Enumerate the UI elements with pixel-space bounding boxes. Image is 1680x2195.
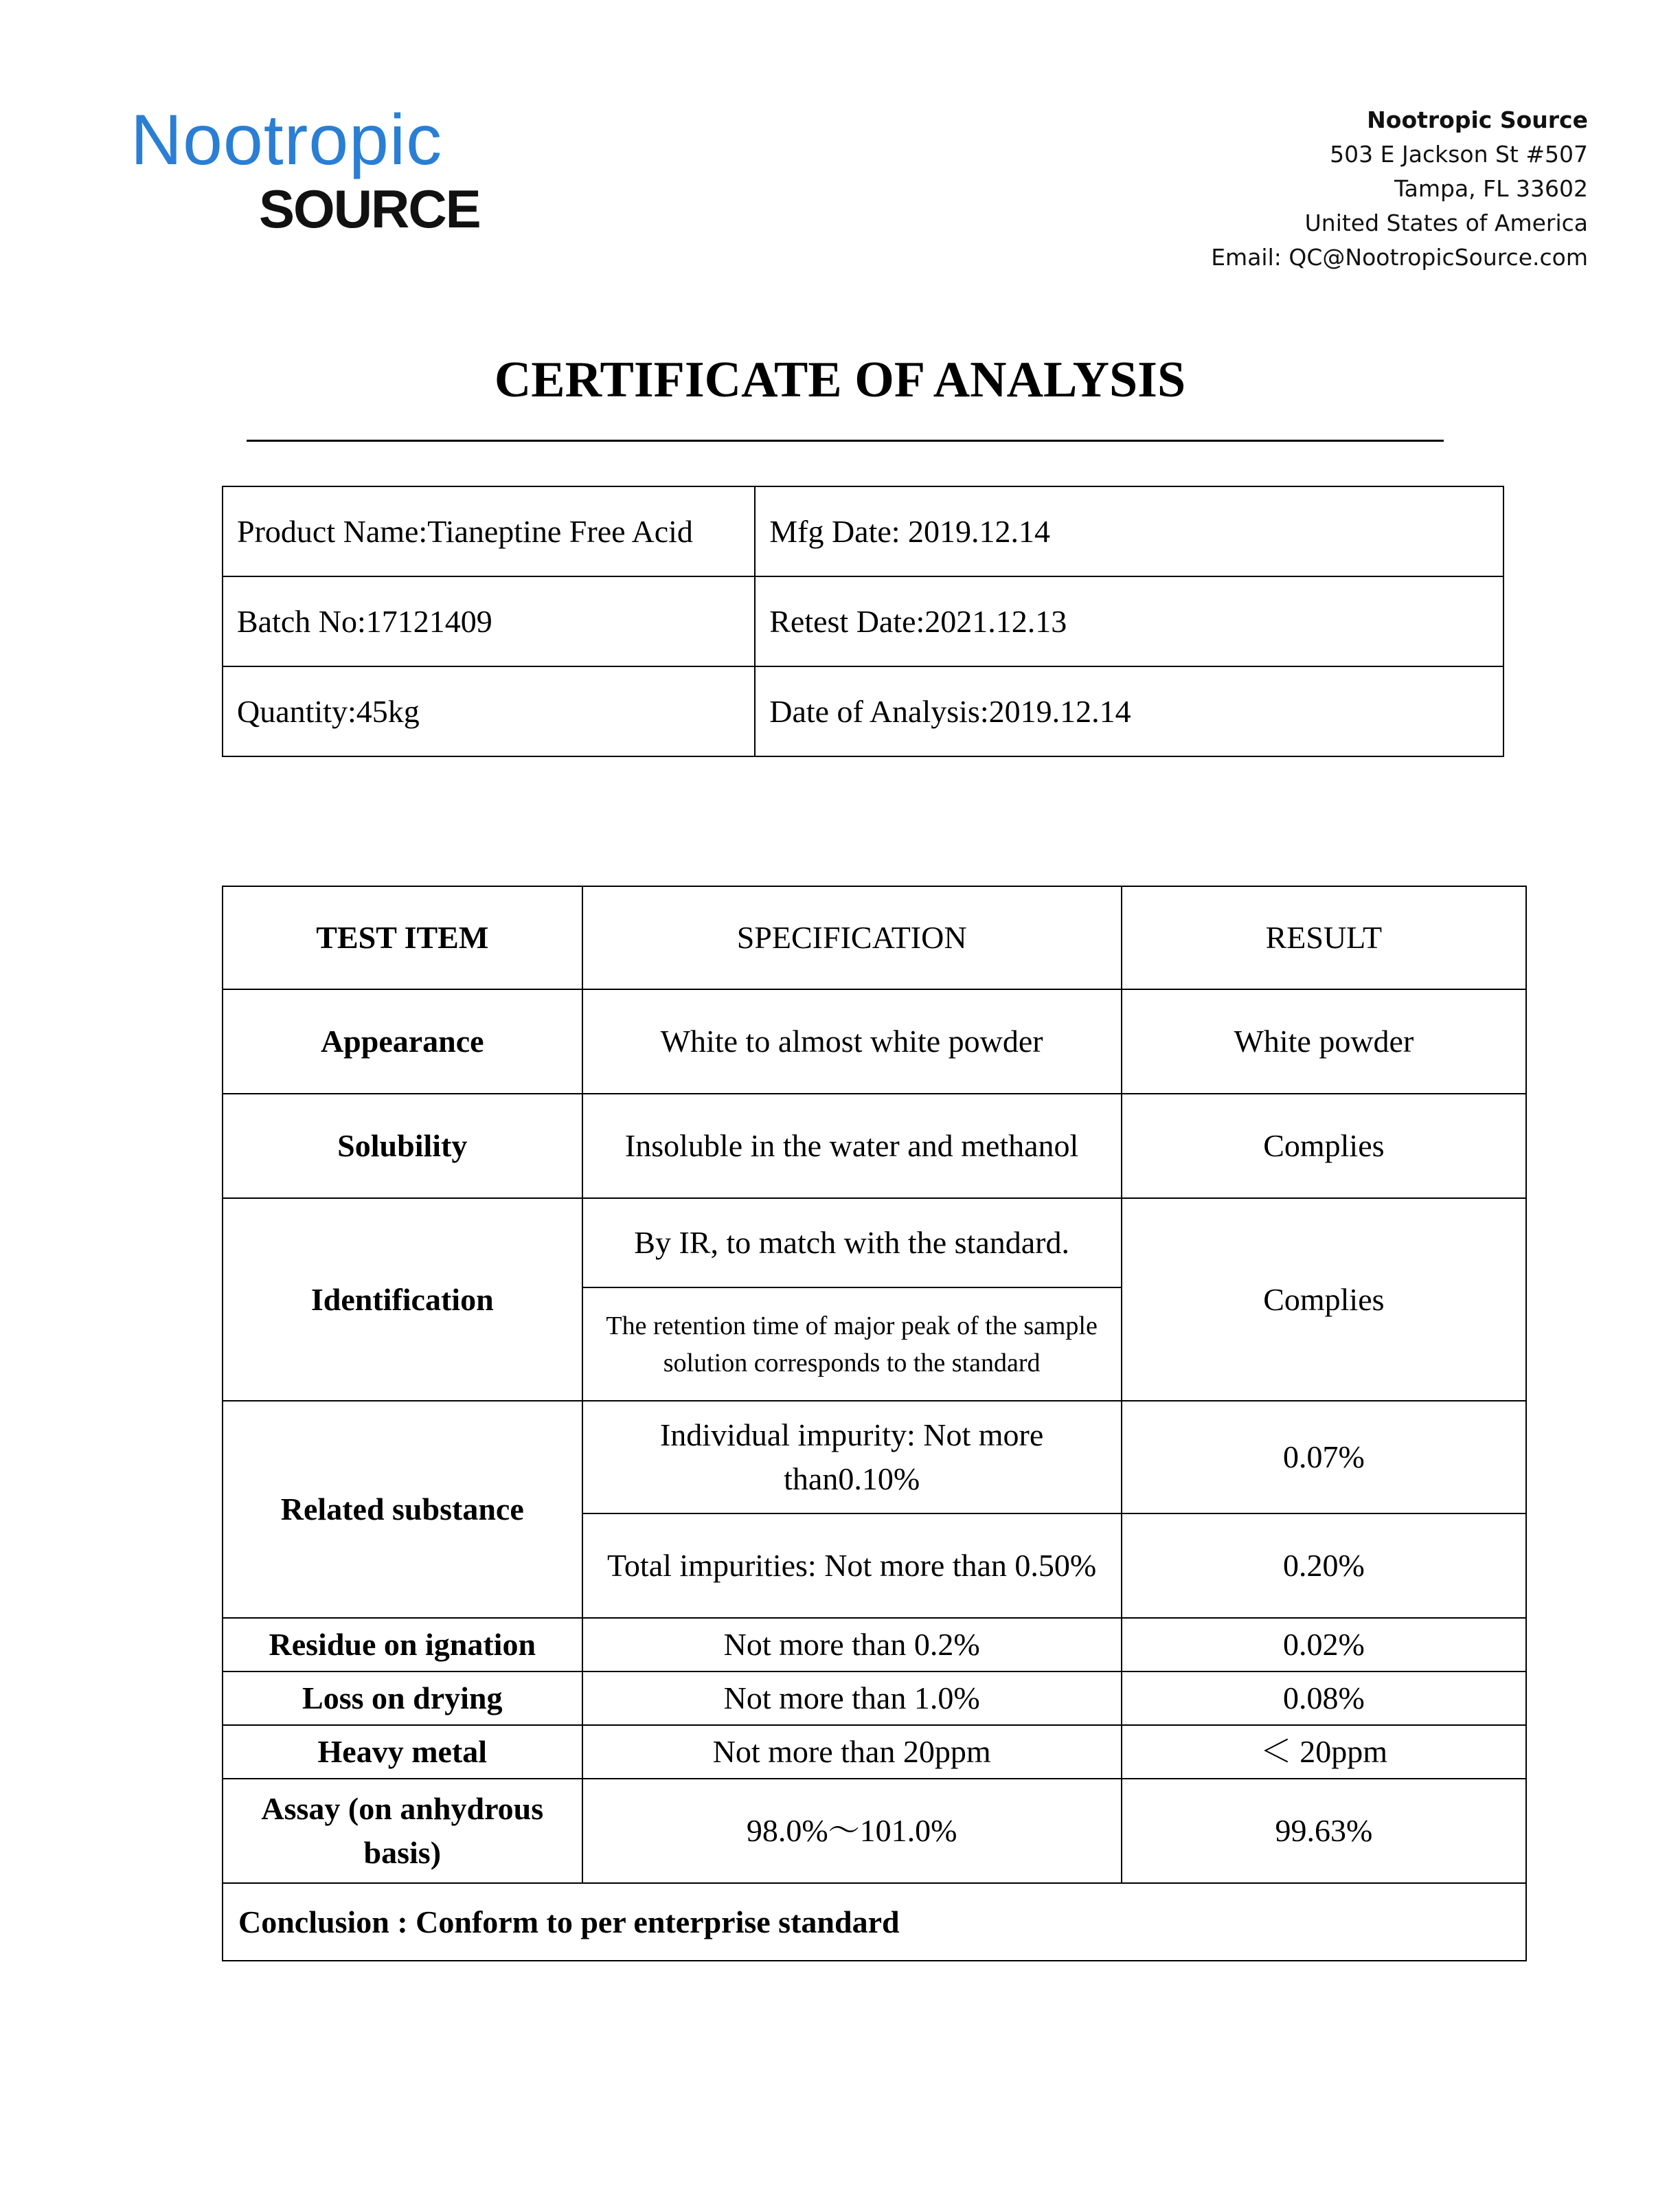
spec-loss-on-drying: Not more than 1.0%	[582, 1671, 1122, 1725]
spec-identification-ir: By IR, to match with the standard.	[582, 1198, 1122, 1287]
table-row	[223, 486, 1503, 576]
header-result: RESULT	[1122, 886, 1526, 989]
result-appearance: White powder	[1122, 989, 1526, 1094]
result-individual-impurity: 0.07%	[1122, 1401, 1526, 1513]
spec-appearance: White to almost white powder	[582, 989, 1122, 1094]
table-row	[223, 1779, 1526, 1883]
test-item-assay: Assay (on anhydrous basis)	[223, 1779, 582, 1883]
document-title: CERTIFICATE OF ANALYSIS	[494, 352, 1186, 408]
conclusion: Conclusion : Conform to per enterprise standard	[223, 1883, 1526, 1961]
result-identification: Complies	[1122, 1198, 1526, 1401]
test-item-related-substance: Related substance	[223, 1401, 582, 1618]
table-row	[223, 1883, 1526, 1961]
test-item-solubility: Solubility	[223, 1094, 582, 1198]
spec-individual-impurity: Individual impurity: Not more than0.10%	[582, 1401, 1122, 1513]
table-row	[223, 989, 1526, 1094]
logo-wordmark-top: Nootropic	[130, 100, 443, 180]
result-heavy-metal: ＜ 20ppm	[1122, 1725, 1526, 1779]
table-row	[223, 1094, 1526, 1198]
spec-total-impurities: Total impurities: Not more than 0.50%	[582, 1513, 1122, 1618]
table-row	[223, 666, 1503, 756]
address-country: United States of America	[1304, 210, 1588, 236]
spec-heavy-metal: Not more than 20ppm	[582, 1725, 1122, 1779]
table-row	[223, 1198, 1526, 1287]
spec-assay: 98.0%～101.0%	[582, 1779, 1122, 1883]
address-city: Tampa, FL 33602	[1394, 175, 1588, 202]
table-row	[223, 1618, 1526, 1671]
spec-identification-hplc: The retention time of major peak of the sample solution corresponds to the standard	[582, 1287, 1122, 1401]
spec-solubility: Insoluble in the water and methanol	[582, 1094, 1122, 1198]
product-info-table	[222, 486, 1504, 757]
company-name: Nootropic Source	[1367, 106, 1588, 133]
test-item-appearance: Appearance	[223, 989, 582, 1094]
table-row	[223, 1671, 1526, 1725]
retest-date: Retest Date:2021.12.13	[755, 576, 1503, 666]
test-results-table	[222, 886, 1527, 1961]
test-item-identification: Identification	[223, 1198, 582, 1401]
test-item-loss-on-drying: Loss on drying	[223, 1671, 582, 1725]
address-street: 503 E Jackson St #507	[1330, 141, 1588, 168]
table-row	[223, 576, 1503, 666]
quantity: Quantity:45kg	[223, 666, 755, 756]
spec-residue: Not more than 0.2%	[582, 1618, 1122, 1671]
date-of-analysis: Date of Analysis:2019.12.14	[755, 666, 1503, 756]
company-address-block	[1211, 103, 1588, 275]
batch-number: Batch No:17121409	[223, 576, 755, 666]
test-item-heavy-metal: Heavy metal	[223, 1725, 582, 1779]
result-total-impurities: 0.20%	[1122, 1513, 1526, 1618]
logo-wordmark-bottom: SOURCE	[259, 179, 480, 239]
product-name: Product Name:Tianeptine Free Acid	[223, 486, 755, 576]
result-assay: 99.63%	[1122, 1779, 1526, 1883]
result-solubility: Complies	[1122, 1094, 1526, 1198]
table-header-row	[223, 886, 1526, 989]
header-specification: SPECIFICATION	[582, 886, 1122, 989]
test-item-residue: Residue on ignation	[223, 1618, 582, 1671]
company-logo	[130, 100, 488, 239]
table-row	[223, 1401, 1526, 1513]
title-divider	[247, 440, 1444, 442]
company-email: Email: QC@NootropicSource.com	[1211, 244, 1588, 271]
result-residue: 0.02%	[1122, 1618, 1526, 1671]
mfg-date: Mfg Date: 2019.12.14	[755, 486, 1503, 576]
table-row	[223, 1725, 1526, 1779]
header-test-item: TEST ITEM	[223, 886, 582, 989]
result-loss-on-drying: 0.08%	[1122, 1671, 1526, 1725]
